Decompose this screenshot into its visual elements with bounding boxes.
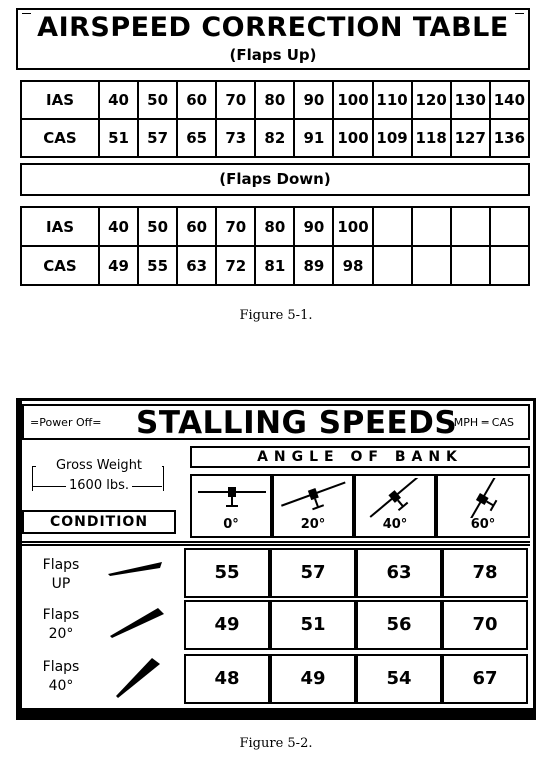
table-cell: 91 xyxy=(294,119,333,157)
table-cell: 100 xyxy=(333,81,372,119)
table-cell: 40 xyxy=(99,207,138,246)
condition-label: CONDITION xyxy=(22,510,176,534)
table-cell: 110 xyxy=(373,81,412,119)
table-cell: 118 xyxy=(412,119,451,157)
flaps-down-label: (Flaps Down) xyxy=(20,163,530,196)
table-cell: 57 xyxy=(138,119,177,157)
table-cell: 70 xyxy=(216,207,255,246)
ias-label: IAS xyxy=(21,207,99,246)
stall-speed-cell: 70 xyxy=(442,600,528,650)
angle-cell-60 xyxy=(436,474,530,538)
angle-cell-0 xyxy=(190,474,272,538)
angle-label: 20° xyxy=(300,517,326,532)
table-cell: 82 xyxy=(255,119,294,157)
table-cell: 51 xyxy=(99,119,138,157)
figure-5-2-caption: Figure 5-2. xyxy=(239,736,313,751)
table-cell: 50 xyxy=(138,81,177,119)
stall-speed-cell: 51 xyxy=(270,600,356,650)
frame-left-bar xyxy=(16,398,22,720)
airplane-bank-60-icon xyxy=(438,478,530,518)
table-cell: 98 xyxy=(333,246,372,285)
table-cell: 50 xyxy=(138,207,177,246)
angle-of-bank-label: ANGLE OF BANK xyxy=(190,446,530,468)
row-label-flaps-up: Flaps UP xyxy=(42,557,80,592)
flaps-up-table xyxy=(20,80,530,158)
table-cell: 90 xyxy=(294,81,333,119)
stall-speed-cell: 49 xyxy=(184,600,270,650)
cas-label: CAS xyxy=(21,119,99,157)
airplane-bank-20-icon xyxy=(274,478,354,518)
table-cell xyxy=(412,246,451,285)
gross-weight-value: 1600 lbs. xyxy=(36,478,162,493)
angle-label: 0° xyxy=(223,517,239,532)
stall-speed-cell: 55 xyxy=(184,548,270,598)
table-cell: 60 xyxy=(177,81,216,119)
table-cell: 130 xyxy=(451,81,490,119)
stalling-speeds-title: STALLING SPEEDS xyxy=(136,405,458,441)
stall-speed-cell: 78 xyxy=(442,548,528,598)
section-divider xyxy=(22,541,530,546)
angle-cell-20 xyxy=(272,474,354,538)
power-off-label: =Power Off= xyxy=(30,416,102,429)
units-label: MPH ═ CAS xyxy=(453,416,514,429)
stall-speed-cell: 67 xyxy=(442,654,528,704)
table-cell xyxy=(373,246,412,285)
table-cell xyxy=(451,246,490,285)
table-cell xyxy=(490,207,529,246)
table-cell: 89 xyxy=(294,246,333,285)
table-cell: 80 xyxy=(255,207,294,246)
angle-cell-40 xyxy=(354,474,436,538)
table-cell xyxy=(490,246,529,285)
stall-speed-cell: 49 xyxy=(270,654,356,704)
airplane-bank-0-icon xyxy=(192,478,272,518)
stalling-speeds-header xyxy=(22,404,530,440)
flaps-down-ias-row xyxy=(21,207,529,246)
stall-speed-cell: 54 xyxy=(356,654,442,704)
flaps-up-cas-row xyxy=(21,119,529,157)
table-cell: 90 xyxy=(294,207,333,246)
table-cell: 70 xyxy=(216,81,255,119)
table-cell: 49 xyxy=(99,246,138,285)
angle-label: 40° xyxy=(382,517,408,532)
gross-weight-box xyxy=(24,448,178,504)
table-cell: 100 xyxy=(333,119,372,157)
table-cell: 73 xyxy=(216,119,255,157)
table-cell xyxy=(373,207,412,246)
stall-speed-cell: 56 xyxy=(356,600,442,650)
table-cell: 140 xyxy=(490,81,529,119)
table-cell: 65 xyxy=(177,119,216,157)
cas-label: CAS xyxy=(21,246,99,285)
frame-bottom-bar xyxy=(16,708,536,720)
flaps-up-ias-row xyxy=(21,81,529,119)
table-cell: 60 xyxy=(177,207,216,246)
figure-5-1-caption: Figure 5-1. xyxy=(239,308,313,323)
flap-up-wedge-icon xyxy=(106,556,166,580)
table-cell: 120 xyxy=(412,81,451,119)
flaps-down-table xyxy=(20,206,530,286)
table-cell: 109 xyxy=(373,119,412,157)
row-label-flaps-40: Flaps 40° xyxy=(42,659,80,694)
stall-speed-cell: 63 xyxy=(356,548,442,598)
flap-40-wedge-icon xyxy=(112,654,164,700)
airplane-bank-40-icon xyxy=(356,478,436,518)
flaps-down-cas-row xyxy=(21,246,529,285)
stall-speed-cell: 57 xyxy=(270,548,356,598)
table-cell: 72 xyxy=(216,246,255,285)
airspeed-title-box xyxy=(16,8,530,70)
table-cell: 100 xyxy=(333,207,372,246)
table-cell: 81 xyxy=(255,246,294,285)
ias-label: IAS xyxy=(21,81,99,119)
table-cell: 127 xyxy=(451,119,490,157)
stall-speed-cell: 48 xyxy=(184,654,270,704)
table-cell: 80 xyxy=(255,81,294,119)
gross-weight-label: Gross Weight xyxy=(36,458,162,473)
table-cell: 63 xyxy=(177,246,216,285)
airspeed-table-title: AIRSPEED CORRECTION TABLE xyxy=(18,12,528,44)
flap-20-wedge-icon xyxy=(106,604,166,640)
table-cell: 55 xyxy=(138,246,177,285)
table-cell xyxy=(451,207,490,246)
angle-label: 60° xyxy=(470,517,496,532)
flaps-up-label: (Flaps Up) xyxy=(229,46,317,64)
table-cell: 40 xyxy=(99,81,138,119)
row-label-flaps-20: Flaps 20° xyxy=(42,607,80,642)
table-cell: 136 xyxy=(490,119,529,157)
table-cell xyxy=(412,207,451,246)
